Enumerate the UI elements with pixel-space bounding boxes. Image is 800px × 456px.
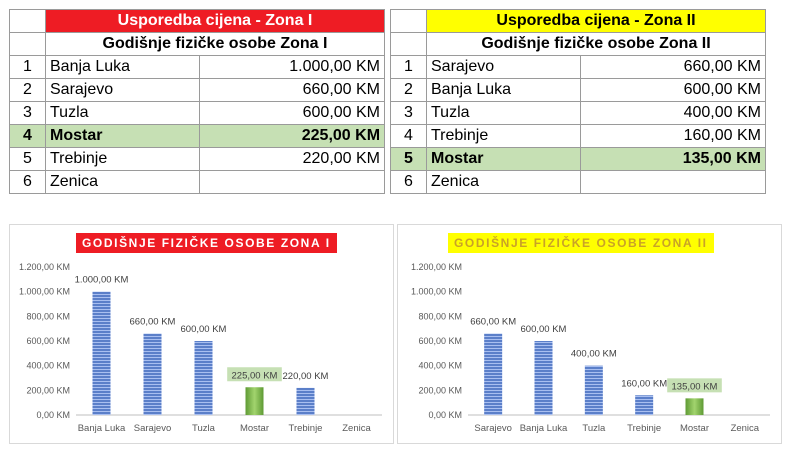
price-table-zona-2: [390, 9, 766, 194]
table-title: Usporedba cijena - Zona II: [427, 10, 766, 33]
y-tick-label: 600,00 KM: [418, 336, 462, 346]
chart-plot: [398, 225, 781, 443]
data-label: 220,00 KM: [282, 370, 329, 382]
y-tick-label: 800,00 KM: [418, 311, 462, 322]
category-label: Tuzla: [582, 423, 606, 434]
city-name: Zenica: [427, 171, 581, 194]
price-value: 135,00 KM: [581, 148, 766, 171]
table-row: [10, 102, 385, 125]
table-row: [10, 56, 385, 79]
chart-plot: [10, 225, 393, 443]
y-tick-label: 1.000,00 KM: [410, 286, 462, 297]
row-number: 3: [391, 102, 427, 125]
city-name: Trebinje: [427, 125, 581, 148]
table-row: [391, 125, 766, 148]
bar-chart-zona-2: [397, 224, 782, 444]
bar-trebinje: [297, 388, 315, 415]
y-tick-label: 1.200,00 KM: [410, 262, 462, 272]
city-name: Mostar: [427, 148, 581, 171]
category-label: Trebinje: [627, 423, 662, 434]
bar-sarajevo: [144, 334, 162, 415]
table-body: [10, 56, 385, 194]
row-number: 2: [10, 79, 46, 102]
table-row: [391, 148, 766, 171]
table-row: [391, 102, 766, 125]
row-number: 5: [391, 148, 427, 171]
data-label: 1.000,00 KM: [74, 274, 129, 286]
y-tick-label: 800,00 KM: [26, 311, 70, 322]
data-label: 600,00 KM: [180, 324, 227, 335]
bar-banja-luka: [535, 341, 553, 415]
city-name: Tuzla: [46, 102, 200, 125]
price-value: 225,00 KM: [200, 125, 385, 148]
y-tick-label: 400,00 KM: [26, 360, 70, 371]
table-row: [10, 171, 385, 194]
city-name: Zenica: [46, 171, 200, 194]
bar-chart-zona-1: [9, 224, 394, 444]
y-tick-label: 400,00 KM: [418, 360, 462, 371]
chart-title: GODIŠNJE FIZIČKE OSOBE ZONA II: [448, 233, 714, 253]
y-tick-label: 1.200,00 KM: [18, 262, 70, 272]
price-value: [581, 171, 766, 194]
category-label: Mostar: [239, 423, 270, 434]
y-tick-label: 200,00 KM: [418, 385, 462, 396]
row-number: 1: [10, 56, 46, 79]
bar-mostar: [686, 398, 704, 415]
city-name: Sarajevo: [46, 79, 200, 102]
price-value: 660,00 KM: [581, 56, 766, 79]
y-tick-label: 1.000,00 KM: [18, 286, 70, 297]
category-label: Mostar: [679, 423, 710, 434]
category-label: Tuzla: [192, 423, 215, 434]
city-name: Tuzla: [427, 102, 581, 125]
bar-mostar: [246, 387, 264, 415]
data-label: 225,00 KM: [231, 370, 278, 382]
table-corner-cell: [10, 33, 46, 56]
bar-tuzla: [585, 366, 603, 415]
table-corner-cell: [391, 10, 427, 33]
table-body: [391, 56, 766, 194]
category-label: Zenica: [342, 423, 371, 434]
table-row: [391, 79, 766, 102]
bar-banja-luka: [93, 292, 111, 415]
price-value: [200, 171, 385, 194]
table-row: [10, 125, 385, 148]
price-value: 600,00 KM: [581, 79, 766, 102]
table-subtitle: Godišnje fizičke osobe Zona II: [427, 33, 766, 56]
y-tick-label: 0,00 KM: [36, 410, 70, 420]
city-name: Trebinje: [46, 148, 200, 171]
price-value: 400,00 KM: [581, 102, 766, 125]
category-label: Zenica: [730, 423, 760, 434]
data-label: 160,00 KM: [621, 378, 668, 390]
city-name: Banja Luka: [46, 56, 200, 79]
category-label: Banja Luka: [519, 423, 568, 434]
table-corner-cell: [391, 33, 427, 56]
table-corner-cell: [10, 10, 46, 33]
row-number: 1: [391, 56, 427, 79]
table-title: Usporedba cijena - Zona I: [46, 10, 385, 33]
table-row: [391, 171, 766, 194]
chart-title: GODIŠNJE FIZIČKE OSOBE ZONA I: [76, 233, 337, 253]
price-value: 220,00 KM: [200, 148, 385, 171]
y-tick-label: 600,00 KM: [26, 336, 70, 346]
data-label: 600,00 KM: [520, 324, 567, 335]
category-label: Trebinje: [288, 423, 323, 434]
price-value: 600,00 KM: [200, 102, 385, 125]
row-number: 4: [391, 125, 427, 148]
row-number: 4: [10, 125, 46, 148]
price-value: 660,00 KM: [200, 79, 385, 102]
price-value: 1.000,00 KM: [200, 56, 385, 79]
category-label: Banja Luka: [77, 423, 126, 434]
category-label: Sarajevo: [474, 423, 512, 434]
data-label: 135,00 KM: [671, 381, 718, 393]
row-number: 6: [10, 171, 46, 194]
y-tick-label: 0,00 KM: [428, 410, 462, 420]
bar-tuzla: [195, 341, 213, 415]
table-row: [10, 148, 385, 171]
data-label: 660,00 KM: [129, 316, 176, 328]
table-row: [391, 56, 766, 79]
price-value: 160,00 KM: [581, 125, 766, 148]
data-label: 400,00 KM: [570, 348, 617, 360]
table-row: [10, 79, 385, 102]
bar-trebinje: [635, 395, 653, 415]
category-label: Sarajevo: [133, 423, 172, 434]
y-tick-label: 200,00 KM: [26, 385, 70, 396]
price-table-zona-1: [9, 9, 385, 194]
data-label: 660,00 KM: [470, 316, 517, 328]
table-subtitle: Godišnje fizičke osobe Zona I: [46, 33, 385, 56]
row-number: 5: [10, 148, 46, 171]
city-name: Sarajevo: [427, 56, 581, 79]
row-number: 3: [10, 102, 46, 125]
bar-sarajevo: [484, 334, 502, 415]
city-name: Mostar: [46, 125, 200, 148]
row-number: 6: [391, 171, 427, 194]
row-number: 2: [391, 79, 427, 102]
city-name: Banja Luka: [427, 79, 581, 102]
